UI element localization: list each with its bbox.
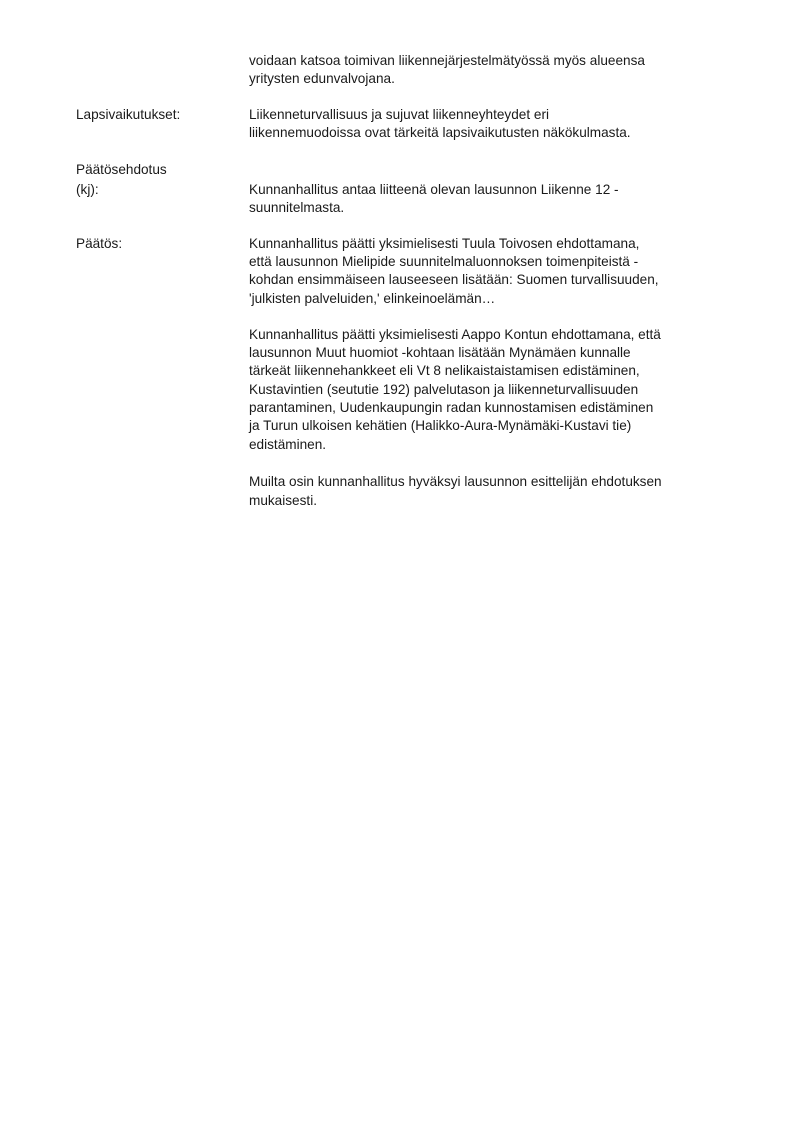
paatos-p2-line-3: tärkeät liikennehankkeet eli Vt 8 nelikaistaistamisen edistäminen, — [249, 363, 640, 378]
intro-line-1: voidaan katsoa toimivan liikennejärjestelmätyössä myös alueensa — [249, 53, 645, 68]
lapsivaikutukset-line-2: liikennemuodoissa ovat tärkeitä lapsivaikutusten näkökulmasta. — [249, 125, 631, 140]
intro-line-2: yritysten edunvalvojana. — [249, 71, 395, 86]
paatos-p1-line-1: Kunnanhallitus päätti yksimielisesti Tuula Toivosen ehdottamana, — [249, 236, 640, 251]
lapsivaikutukset-label: Lapsivaikutukset: — [76, 107, 181, 122]
paatos-p2-line-6: ja Turun ulkoisen kehätien (Halikko-Aura-Mynämäki-Kustavi tie) — [249, 418, 632, 433]
paatos-p2-line-4: Kustavintien (seututie 192) palvelutason ja liikenneturvallisuuden — [249, 382, 639, 397]
paatos-p3-line-1: Muilta osin kunnanhallitus hyväksyi lausunnon esittelijän ehdotuksen — [249, 474, 662, 489]
paatos-p2-line-2: lausunnon Muut huomiot -kohtaan lisätään Mynämäen kunnalle — [249, 345, 631, 360]
paatos-label: Päätös: — [76, 236, 123, 251]
paatos-p1-line-4: 'julkisten palveluiden,' elinkeinoelämän… — [249, 291, 496, 306]
paatosehdotus-line-2: suunnitelmasta. — [249, 200, 345, 215]
paatosehdotus-label-kj: (kj): — [76, 182, 99, 197]
paatos-p2-line-1: Kunnanhallitus päätti yksimielisesti Aappo Kontun ehdottamana, että — [249, 327, 661, 342]
paatos-p1-line-2: että lausunnon Mielipide suunnitelmaluonnoksen toimenpiteistä - — [249, 254, 639, 269]
paatosehdotus-label: Päätösehdotus — [76, 162, 167, 177]
paatos-p2-line-7: edistäminen. — [249, 437, 327, 452]
lapsivaikutukset-line-1: Liikenneturvallisuus ja sujuvat liikenneyhteydet eri — [249, 107, 549, 122]
paatos-p1-line-3: kohdan ensimmäiseen lauseeseen lisätään: Suomen turvallisuuden, — [249, 272, 659, 287]
paatos-p3-line-2: mukaisesti. — [249, 493, 317, 508]
paatos-p2-line-5: parantaminen, Uudenkaupungin radan kunnostamisen edistäminen — [249, 400, 654, 415]
paatosehdotus-line-1: Kunnanhallitus antaa liitteenä olevan lausunnon Liikenne 12 - — [249, 182, 619, 197]
